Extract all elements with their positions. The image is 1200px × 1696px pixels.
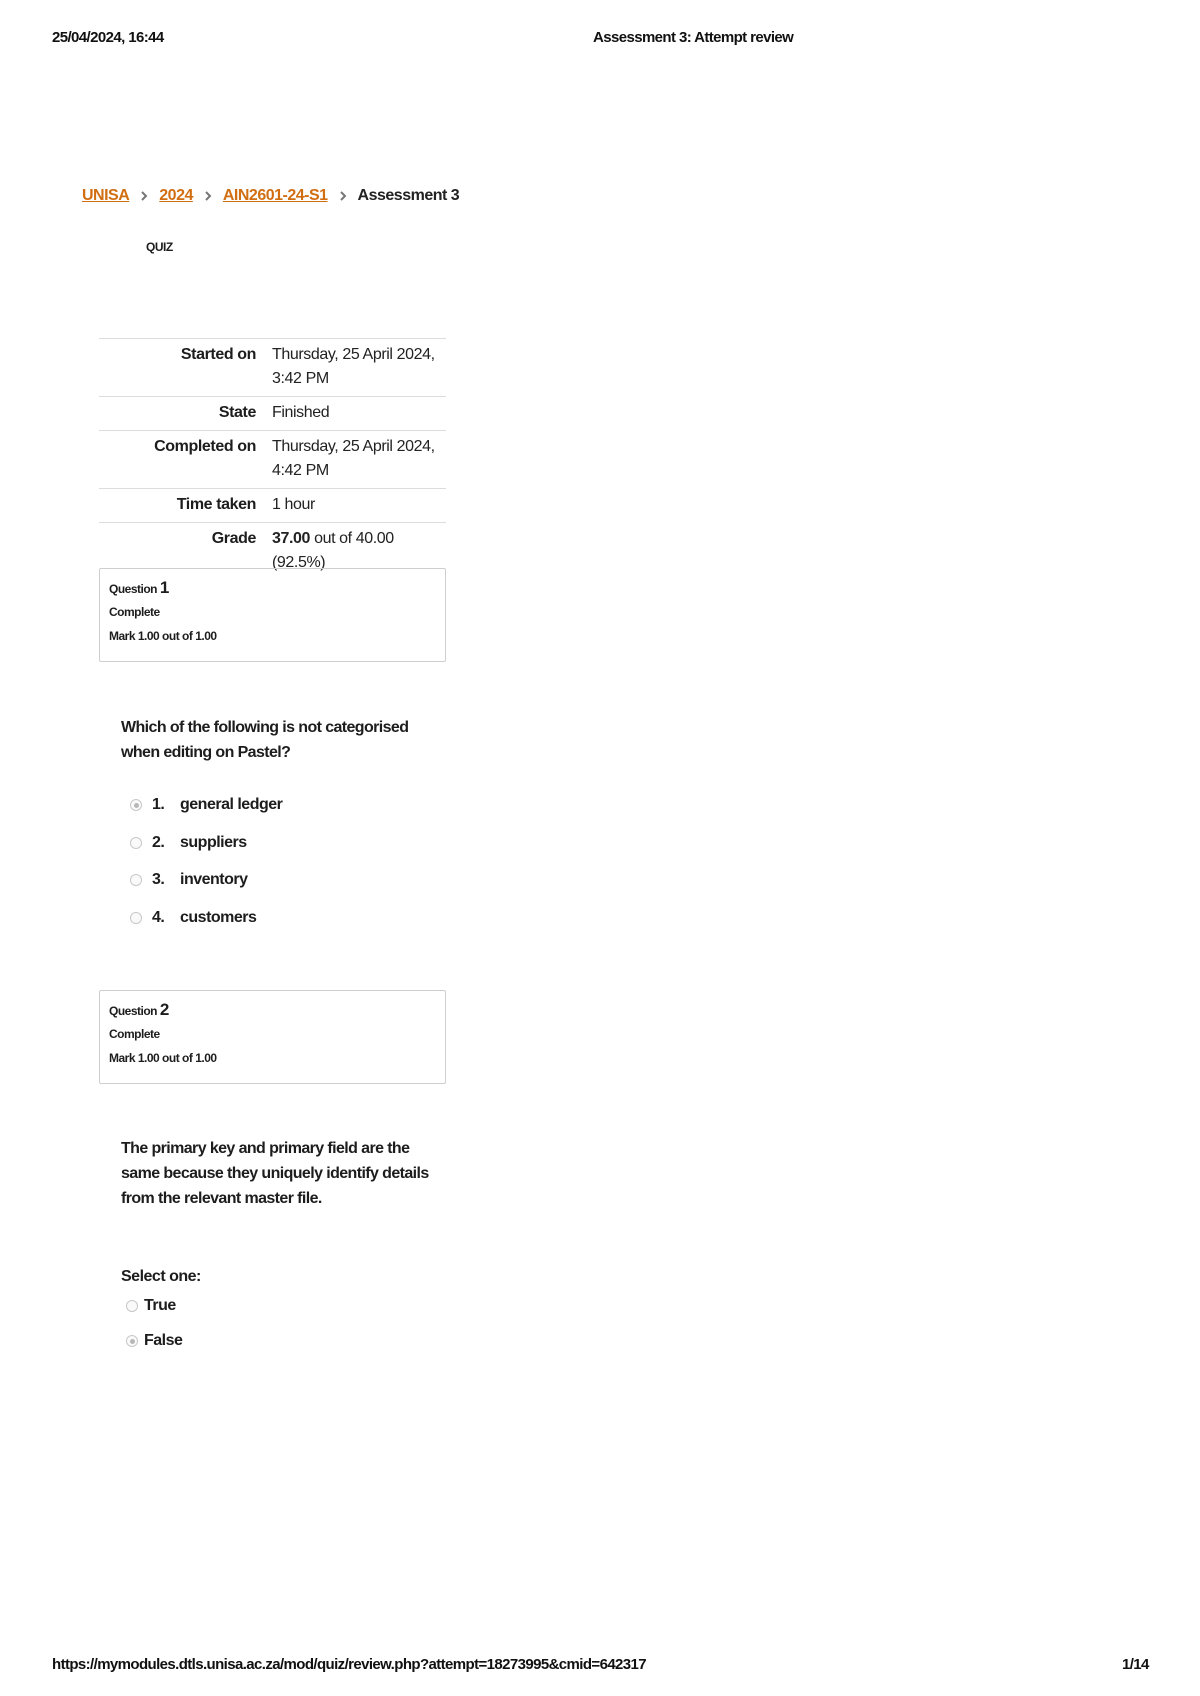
breadcrumb — [82, 187, 459, 205]
question-status: Complete — [109, 605, 160, 619]
radio-button[interactable] — [130, 799, 142, 811]
chevron-right-icon — [338, 191, 348, 201]
summary-row — [99, 397, 446, 431]
question-number: Question 2 — [109, 1000, 169, 1019]
summary-value: Thursday, 25 April 2024, 4:42 PM — [272, 431, 446, 489]
option-number: 2. — [152, 834, 165, 851]
print-url: https://mymodules.dtls.unisa.ac.za/mod/quiz/review.php?attempt=18273995&cmid=642317 — [52, 1656, 647, 1673]
breadcrumb-current: Assessment 3 — [357, 187, 460, 204]
question-text-1: Which of the following is not categorised when editing on Pastel? — [121, 719, 409, 761]
question-number: Question 1 — [109, 578, 169, 597]
summary-value: 1 hour — [272, 489, 446, 523]
radio-button[interactable] — [130, 837, 142, 849]
grade-total: out of 40.00 (92.5%) — [272, 530, 394, 571]
summary-label: Started on — [99, 339, 272, 397]
summary-label: State — [99, 397, 272, 431]
option-label: inventory — [180, 871, 248, 888]
print-datetime: 25/04/2024, 16:44 — [52, 29, 164, 46]
answer-option[interactable] — [130, 871, 248, 889]
answer-option-false[interactable] — [126, 1332, 182, 1350]
summary-label: Completed on — [99, 431, 272, 489]
print-page-title: Assessment 3: Attempt review — [593, 29, 794, 46]
answer-option[interactable] — [130, 834, 247, 852]
answer-option[interactable] — [130, 796, 282, 814]
option-label: False — [144, 1332, 183, 1349]
chevron-right-icon — [139, 191, 149, 201]
summary-value: Finished — [272, 397, 446, 431]
breadcrumb-link-unisa[interactable]: UNISA — [82, 187, 130, 204]
summary-label: Time taken — [99, 489, 272, 523]
option-label: suppliers — [180, 834, 247, 851]
option-label: general ledger — [180, 796, 283, 813]
question-text-2: The primary key and primary field are the same because they uniquely identify details from the relevant master file. — [121, 1140, 429, 1207]
answer-option-true[interactable] — [126, 1297, 176, 1315]
grade-score: 37.00 — [272, 530, 311, 547]
breadcrumb-link-year[interactable]: 2024 — [159, 187, 193, 204]
print-page-number: 1/14 — [1122, 1656, 1149, 1673]
option-number: 4. — [152, 909, 165, 926]
quiz-label: QUIZ — [146, 240, 173, 254]
radio-button[interactable] — [130, 874, 142, 886]
breadcrumb-link-module[interactable]: AIN2601-24-S1 — [222, 187, 328, 204]
option-label: customers — [180, 909, 257, 926]
summary-label: Grade — [99, 523, 272, 581]
question-mark: Mark 1.00 out of 1.00 — [109, 1051, 217, 1065]
radio-button[interactable] — [130, 912, 142, 924]
question-status: Complete — [109, 1027, 160, 1041]
radio-button[interactable] — [126, 1335, 138, 1347]
chevron-right-icon — [203, 191, 213, 201]
attempt-summary-table — [99, 338, 446, 580]
question-info-2 — [99, 990, 446, 1084]
question-mark: Mark 1.00 out of 1.00 — [109, 629, 217, 643]
option-label: True — [144, 1297, 176, 1314]
summary-row — [99, 431, 446, 489]
option-number: 3. — [152, 871, 165, 888]
option-number: 1. — [152, 796, 165, 813]
question-info-1 — [99, 568, 446, 662]
radio-button[interactable] — [126, 1300, 138, 1312]
summary-row — [99, 489, 446, 523]
select-one-prompt: Select one: — [121, 1268, 201, 1285]
summary-row — [99, 339, 446, 397]
answer-option[interactable] — [130, 909, 256, 927]
summary-value: Thursday, 25 April 2024, 3:42 PM — [272, 339, 446, 397]
